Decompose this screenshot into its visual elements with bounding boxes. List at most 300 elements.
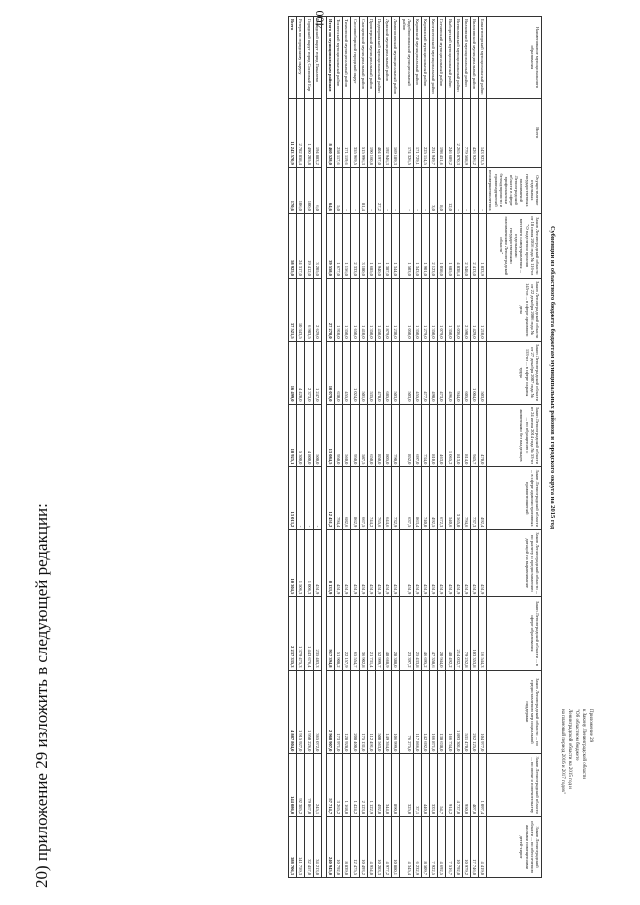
table-cell: 1 210,0 xyxy=(479,278,487,341)
row-name: Итого по муниципальным районам xyxy=(326,17,334,99)
table-cell: 503,0 xyxy=(479,341,487,404)
row-name: Волосовский муниципальный район xyxy=(470,17,478,99)
row-name: Подпорожский муниципальный район xyxy=(375,17,383,99)
column-header: Закон Ленинградской области от 24 июня 2014 года № 53-оз ... по обращению с животными без владельцев xyxy=(487,404,542,467)
table-cell: 34 213,0 xyxy=(313,817,321,878)
table-cell: 560,0 xyxy=(343,404,351,467)
table-cell: 1 065,2 xyxy=(446,404,454,467)
table-cell: 344,0 xyxy=(384,754,392,817)
table-cell: 141 759,3 xyxy=(297,817,305,878)
column-header: Закон Ленинградской области от 27 декабря 2007 года № 153-оз ... в сфере охраны труда xyxy=(487,341,542,404)
row-name: Гатчинский муниципальный район xyxy=(438,17,446,99)
table-cell: 57 714,7 xyxy=(326,754,334,817)
table-cell: 451,9 xyxy=(359,530,367,597)
table-cell: 27 278,0 xyxy=(326,278,334,341)
table-cell: 732,9 xyxy=(392,467,400,530)
row-name: Городской округ город Сосновый Бор xyxy=(305,17,313,99)
table-cell: 451,9 xyxy=(430,530,438,597)
table-cell: 790,0 xyxy=(392,404,400,467)
table-cell: 51 908,2 xyxy=(335,597,343,670)
table-row xyxy=(454,17,462,878)
table-cell: 503,0 xyxy=(400,341,413,404)
table-cell: 944,0 xyxy=(454,341,462,404)
table-cell: 10 792,0 xyxy=(454,817,462,878)
table-row xyxy=(359,17,367,878)
table-cell: 2 968 907,0 xyxy=(326,670,334,754)
table-cell: 950,0 xyxy=(335,404,343,467)
table-cell: 587,5 xyxy=(359,404,367,467)
table-cell: 4 345,4 xyxy=(400,817,413,878)
table-cell: - xyxy=(305,467,313,530)
table-cell: 22 157,9 xyxy=(343,597,351,670)
table-cell: - xyxy=(479,167,487,213)
table-cell: 737,3 xyxy=(470,467,478,530)
table-cell: 451,9 xyxy=(462,530,470,597)
table-cell: 79 252,8 xyxy=(462,597,470,670)
table-cell: 65 554,7 xyxy=(351,597,359,670)
table-cell: 2 548,0 xyxy=(462,213,470,278)
row-name: Киришский муниципальный район xyxy=(421,17,429,99)
table-cell: 451,9 xyxy=(470,530,478,597)
table-cell: 81,4 xyxy=(359,167,367,213)
table-cell: 630,0 xyxy=(335,341,343,404)
table-row xyxy=(421,17,429,878)
table-cell: 492,4 xyxy=(479,467,487,530)
table-row xyxy=(413,17,421,878)
table-cell: 1 506,3 xyxy=(297,530,305,597)
table-cell: 138 638,0 xyxy=(438,670,446,754)
table-cell: - xyxy=(413,167,421,213)
table-row xyxy=(343,17,351,878)
table-cell: 1 079,0 xyxy=(438,278,446,341)
column-header: Наименование муниципального образования xyxy=(487,17,542,99)
table-cell: 58 925,0 xyxy=(289,213,297,278)
row-name: Сосновоборский городской округ xyxy=(351,17,359,99)
table-cell: 451,9 xyxy=(479,530,487,597)
table-cell: 1 915 927,0 xyxy=(297,670,305,754)
table-cell: 477,0 xyxy=(421,341,429,404)
table-cell: 174 326,5 xyxy=(400,98,413,167)
table-cell: 128 928,0 xyxy=(343,670,351,754)
table-cell: 47 358,6 xyxy=(430,597,438,670)
table-cell: 1 833,9 xyxy=(479,213,487,278)
table-cell: 1 387,0 xyxy=(384,213,392,278)
table-cell: 10 079,0 xyxy=(326,341,334,404)
row-name: Резерв по городскому округу xyxy=(297,17,305,99)
table-cell: 805,0 xyxy=(384,404,392,467)
table-cell: 1 893 301,0 xyxy=(454,670,462,754)
table-cell: 25 433,8 xyxy=(413,597,421,670)
table-cell: 451,9 xyxy=(384,530,392,597)
table-cell: 463,0 xyxy=(438,404,446,467)
table-cell: 451,9 xyxy=(367,530,375,597)
approval-stamp xyxy=(559,709,594,879)
table-row xyxy=(305,17,313,878)
table-cell: 1 350,0 xyxy=(343,278,351,341)
column-header: Закон Ленинградской области ... в сфере административных правоотношений xyxy=(487,467,542,530)
column-header: Закон Ленинградской области ... по опеке и попечительству xyxy=(487,754,542,817)
table-cell: 13 013,2 xyxy=(289,467,297,530)
table-cell: 76 275,0 xyxy=(400,670,413,754)
table-cell: 535,0 xyxy=(367,341,375,404)
table-cell: 245,1 xyxy=(313,754,321,817)
table-cell: 10 792,0 xyxy=(335,817,343,878)
table-cell: 734,0 xyxy=(421,404,429,467)
total-row xyxy=(326,17,334,878)
row-name: Ломоносовский муниципальный район xyxy=(392,17,400,99)
table-cell: 1 424,2 xyxy=(351,754,359,817)
table-cell: 1 050,0 xyxy=(400,278,413,341)
table-cell: 4 954,0 xyxy=(367,817,375,878)
table-cell: 765,6 xyxy=(375,467,383,530)
table-cell: 143 923,5 xyxy=(479,98,487,167)
table-cell: 11 243 570,9 xyxy=(289,98,297,167)
table-cell: 17 746,0 xyxy=(470,817,478,878)
table-cell: 169 189,3 xyxy=(392,98,400,167)
table-cell: 950,0 xyxy=(351,404,359,467)
heading-text: 20) приложение 29 изложить в следующей редакции: xyxy=(32,503,51,888)
table-cell: 644,6 xyxy=(384,467,392,530)
table-cell: 20 944,0 xyxy=(438,597,446,670)
table-cell: 914,2 xyxy=(446,754,454,817)
table-cell: 813,0 xyxy=(454,404,462,467)
table-cell: 5,0 xyxy=(335,167,343,213)
table-cell: 1 006,3 xyxy=(305,530,313,597)
table-cell: 1 429,0 xyxy=(470,278,478,341)
table-cell: 744,2 xyxy=(367,467,375,530)
table-cell: 492,0 xyxy=(375,754,383,817)
table-cell: 16 544,3 xyxy=(479,597,487,670)
table-cell: 198 451,6 xyxy=(438,98,446,167)
table-cell: 117 866,0 xyxy=(413,670,421,754)
table-cell: 1 097,4 xyxy=(479,754,487,817)
table-cell: 531 470,0 xyxy=(462,670,470,754)
approval-line: Ленинградской области на 2015 год и xyxy=(567,709,572,789)
approval-line: Приложение 29 xyxy=(588,709,593,743)
row-name: Волховский муниципальный район xyxy=(462,17,470,99)
table-cell: 214 032,7 xyxy=(454,597,462,670)
table-cell: 1 910,0 xyxy=(335,278,343,341)
table-cell: 4 692,5 xyxy=(438,817,446,878)
table-cell: 515 996,3 xyxy=(359,98,367,167)
table-cell: 18 925,1 xyxy=(289,404,297,467)
table-cell: - xyxy=(454,167,462,213)
table-cell: - xyxy=(384,167,392,213)
table-cell: 794,4 xyxy=(335,467,343,530)
table-cell: 451,9 xyxy=(375,530,383,597)
table-cell: 6,0 xyxy=(313,167,321,213)
rotated-table-page xyxy=(120,10,600,885)
table-cell: 4 419,0 xyxy=(479,817,487,878)
table-row xyxy=(335,17,343,878)
table-cell: 667,5 xyxy=(359,467,367,530)
table-header-row xyxy=(487,17,542,878)
table-cell: 1 343,0 xyxy=(413,213,421,278)
table-cell: 4 420,0 xyxy=(297,341,305,404)
table-row xyxy=(438,17,446,878)
table-cell: 1 350,0 xyxy=(430,278,438,341)
table-cell: 7 922,5 xyxy=(430,817,438,878)
table-row xyxy=(400,17,413,878)
table-cell: 404 197,0 xyxy=(375,98,383,167)
table-cell: 24 317,0 xyxy=(297,213,305,278)
table-cell: 3,0 xyxy=(430,167,438,213)
table-cell: 1 247,0 xyxy=(313,341,321,404)
table-cell: 106 999,0 xyxy=(392,670,400,754)
table-cell: 10 880,1 xyxy=(392,817,400,878)
table-cell: 1 024,0 xyxy=(351,341,359,404)
table-row xyxy=(479,17,487,878)
table-cell: 682,6 xyxy=(343,467,351,530)
table-cell: 16 499,0 xyxy=(289,341,297,404)
table-body xyxy=(289,17,487,878)
section-heading xyxy=(32,8,52,888)
table-cell: 950,0 xyxy=(462,754,470,817)
column-header: Закон Ленинградской области ... по обеспечению жилыми помещениями детей-сирот xyxy=(487,817,542,878)
table-cell: 1 122,9 xyxy=(367,754,375,817)
separator-cell xyxy=(321,17,326,878)
table-cell: 171 119,6 xyxy=(343,98,351,167)
table-cell: 1 279,0 xyxy=(421,278,429,341)
table-cell: 1 677,0 xyxy=(335,213,343,278)
total-row xyxy=(289,17,297,878)
table-cell: 19 412,0 xyxy=(305,213,313,278)
row-name: Тихвинский муниципальный район xyxy=(343,17,351,99)
table-cell: 4 737,0 xyxy=(454,754,462,817)
table-cell: - xyxy=(392,167,400,213)
table-cell: 106,0 xyxy=(297,167,305,213)
row-name: Приозерский муниципальный район xyxy=(367,17,375,99)
table-cell: 1 650,0 xyxy=(351,278,359,341)
table-row xyxy=(430,17,438,878)
approval-line: к Закону Ленинградской области xyxy=(581,709,586,779)
table-cell: 697,0 xyxy=(413,404,421,467)
table-row xyxy=(351,17,359,878)
table-title: Субвенции из областного бюджета бюджетам муниципальных районов и городского округа на 2015 год xyxy=(549,225,556,530)
table-cell: 1 443 676,4 xyxy=(305,597,313,670)
row-name: Сланцевский муниципальный район xyxy=(359,17,367,99)
table-row xyxy=(313,17,321,878)
table-cell: 451,9 xyxy=(351,530,359,597)
table-cell: 492,5 xyxy=(430,467,438,530)
table-cell: 1 685,0 xyxy=(367,213,375,278)
table-cell: 1 350,0 xyxy=(446,278,454,341)
table-cell: 2 333,0 xyxy=(351,213,359,278)
table-cell: 52 999,7 xyxy=(375,597,383,670)
table-cell: 685,0 xyxy=(384,341,392,404)
table-cell: 500 563,0 xyxy=(375,670,383,754)
table-cell: 470,0 xyxy=(479,404,487,467)
table-cell: 46 695,2 xyxy=(421,597,429,670)
table-cell: 208 400,0 xyxy=(351,670,359,754)
table-cell: 8,0 xyxy=(438,167,446,213)
table-cell: 2 629,0 xyxy=(313,278,321,341)
table-cell: 1 379 475,3 xyxy=(297,597,305,670)
table-cell: 104 977,0 xyxy=(479,670,487,754)
table-cell: 251 949,7 xyxy=(430,98,438,167)
table-cell: 1 156,0 xyxy=(343,213,351,278)
table-cell: 171 729,1 xyxy=(413,98,421,167)
table-cell: 235 483,3 xyxy=(313,597,321,670)
row-name: Кингисеппский муниципальный район xyxy=(430,17,438,99)
table-cell: 10 979,2 xyxy=(462,817,470,878)
table-cell: 496,0 xyxy=(446,341,454,404)
table-cell: 440,0 xyxy=(421,754,429,817)
table-cell: 92 385,2 xyxy=(297,754,305,817)
table-cell: 149 364,0 xyxy=(384,670,392,754)
table-cell: 945,7 xyxy=(470,404,478,467)
table-cell: 355 969,5 xyxy=(351,98,359,167)
table-cell: 166 734,0 xyxy=(446,670,454,754)
table-cell: 451,9 xyxy=(343,530,351,597)
table-cell: 192 946,3 xyxy=(384,98,392,167)
table-cell: 852,0 xyxy=(400,404,413,467)
table-row xyxy=(297,17,305,878)
table-cell: 6 983,5 xyxy=(305,278,313,341)
table-cell: 112 491,0 xyxy=(367,670,375,754)
table-cell: 2 123,0 xyxy=(430,213,438,278)
table-row xyxy=(384,17,392,878)
table-cell: 810,0 xyxy=(430,404,438,467)
table-cell: 10 493,2 xyxy=(359,817,367,878)
table-cell: 779 568,9 xyxy=(462,98,470,167)
table-cell: 6 232,9 xyxy=(413,817,421,878)
table-cell: 850,0 xyxy=(375,404,383,467)
table-row xyxy=(470,17,478,878)
table-row xyxy=(446,17,454,878)
approval-line: на плановый период 2016 и 2017 годов" xyxy=(560,709,565,794)
table-cell: 5 300,0 xyxy=(297,404,305,467)
table-cell: 500,0 xyxy=(313,404,321,467)
table-cell: 10 343,5 xyxy=(297,278,305,341)
table-cell: 142 692,0 xyxy=(421,670,429,754)
table-cell: 175 131,0 xyxy=(359,670,367,754)
table-cell: 1 450,0 xyxy=(375,278,383,341)
table-cell: 194 883,2 xyxy=(313,98,321,167)
table-cell: - xyxy=(343,167,351,213)
table-cell: 4 887 804,0 xyxy=(289,670,297,754)
subventions-table xyxy=(288,16,542,878)
table-cell: 48 492,2 xyxy=(446,597,454,670)
table-cell: 1 940,0 xyxy=(375,213,383,278)
column-header: Осуществление отдельных государственных полномочий Ленинградской области в сфере профилактики безнадзорности и правонарушений несовершеннолетних xyxy=(487,167,542,213)
table-cell: 451,9 xyxy=(421,530,429,597)
table-cell: 10 283,3 xyxy=(375,817,383,878)
table-cell: 862,9 xyxy=(351,467,359,530)
table-cell: 21 731,4 xyxy=(367,597,375,670)
table-cell: 388 706,3 xyxy=(289,817,297,878)
table-cell: 451,9 xyxy=(446,530,454,597)
table-cell: 2 413,0 xyxy=(470,213,478,278)
table-cell: 540,6 xyxy=(446,467,454,530)
table-cell: 672,3 xyxy=(438,467,446,530)
column-header: Закон Ленинградской области ... по предоставлению мер социальной поддержки xyxy=(487,670,542,754)
table-cell: 5 036,0 xyxy=(454,278,462,341)
table-cell: 27,2 xyxy=(375,167,383,213)
column-header: Закон Ленинградской области от 18 июля 2016 года № 116-оз "О наделении органов местного самоуправления ... отдельными государственными полномочиями Ленинградской области" xyxy=(487,213,542,278)
table-cell: 1 344,0 xyxy=(392,213,400,278)
table-cell: 814,0 xyxy=(462,404,470,467)
table-cell: 64,6 xyxy=(326,167,334,213)
table-cell: 451,9 xyxy=(438,530,446,597)
table-cell: 426 926,2 xyxy=(470,98,478,167)
table-cell: 79 867,0 xyxy=(305,754,313,817)
table-cell: 13 084,5 xyxy=(326,404,334,467)
table-cell: 637,5 xyxy=(400,467,413,530)
table-cell: 2 265 070,3 xyxy=(454,98,462,167)
table-cell: 1 168,0 xyxy=(343,754,351,817)
table-cell: 1 058,0 xyxy=(438,213,446,278)
table-cell: 503,0 xyxy=(392,341,400,404)
table-cell: 39 558,0 xyxy=(326,213,334,278)
table-cell: 455,0 xyxy=(343,341,351,404)
table-cell: 170,6 xyxy=(289,167,297,213)
column-header: Закон Ленинградской области ... по расчету и предоставлению дотаций на выравнивание xyxy=(487,530,542,597)
table-cell: 1 350,0 xyxy=(413,278,421,341)
table-cell: 501,0 xyxy=(359,341,367,404)
table-cell: 37,1 xyxy=(413,754,421,817)
table-row xyxy=(392,17,400,878)
row-name: Кировский муниципальный район xyxy=(413,17,421,99)
table-cell: 478,0 xyxy=(375,341,383,404)
table-cell: 451,9 xyxy=(313,530,321,597)
table-cell: 794,6 xyxy=(462,467,470,530)
column-header: Закон Ленинградской области ... в сфере образования xyxy=(487,597,542,670)
table-cell: 3 205,0 xyxy=(313,213,321,278)
table-cell: 605,0 xyxy=(462,341,470,404)
column-header: Всего xyxy=(487,98,542,167)
table-cell: 740,0 xyxy=(421,467,429,530)
table-cell: 144 086,0 xyxy=(289,754,297,817)
table-row xyxy=(375,17,383,878)
table-cell: 2 782 858,4 xyxy=(297,98,305,167)
row-name: Городской округ город Пикалево xyxy=(313,17,321,99)
table-cell: 8 460 528,0 xyxy=(326,98,334,167)
table-cell: - xyxy=(400,167,413,213)
table-cell: 103 353,8 xyxy=(470,597,478,670)
table-cell: 917 394,8 xyxy=(326,597,334,670)
row-name: Всего xyxy=(289,17,297,99)
table-cell: 246 689,2 xyxy=(446,98,454,167)
table-cell: 890,0 xyxy=(392,754,400,817)
table-cell: 1 901,0 xyxy=(421,213,429,278)
table-cell: 1 685,0 xyxy=(446,213,454,278)
table-cell: 2 237 335,3 xyxy=(289,597,297,670)
table-cell: 32 457,0 xyxy=(305,817,313,878)
table-cell: 498,0 xyxy=(430,341,438,404)
separator-row xyxy=(321,17,326,878)
table-cell: 10 304,5 xyxy=(289,530,297,597)
table-cell: - xyxy=(367,167,375,213)
table-cell: 2 373,0 xyxy=(305,341,313,404)
table-cell: 1 879,0 xyxy=(384,278,392,341)
table-cell: 37 521,5 xyxy=(289,278,297,341)
table-row xyxy=(367,17,375,878)
table-cell: 54,7 xyxy=(438,754,446,817)
table-cell: 1 004,0 xyxy=(470,341,478,404)
table-cell: 4 800,0 xyxy=(305,404,313,467)
table-cell: 650,0 xyxy=(367,404,375,467)
table-cell: 333,0 xyxy=(430,754,438,817)
table-cell: 1 503,0 xyxy=(400,213,413,278)
row-name: Всеволожский муниципальный район xyxy=(454,17,462,99)
table-cell: 451,9 xyxy=(392,530,400,597)
table-cell: 48 668,9 xyxy=(384,597,392,670)
table-cell: 3 180,0 xyxy=(359,213,367,278)
table-cell: 3 565,0 xyxy=(454,467,462,530)
table-cell: 258 117,6 xyxy=(335,98,343,167)
table-cell: - xyxy=(351,167,359,213)
